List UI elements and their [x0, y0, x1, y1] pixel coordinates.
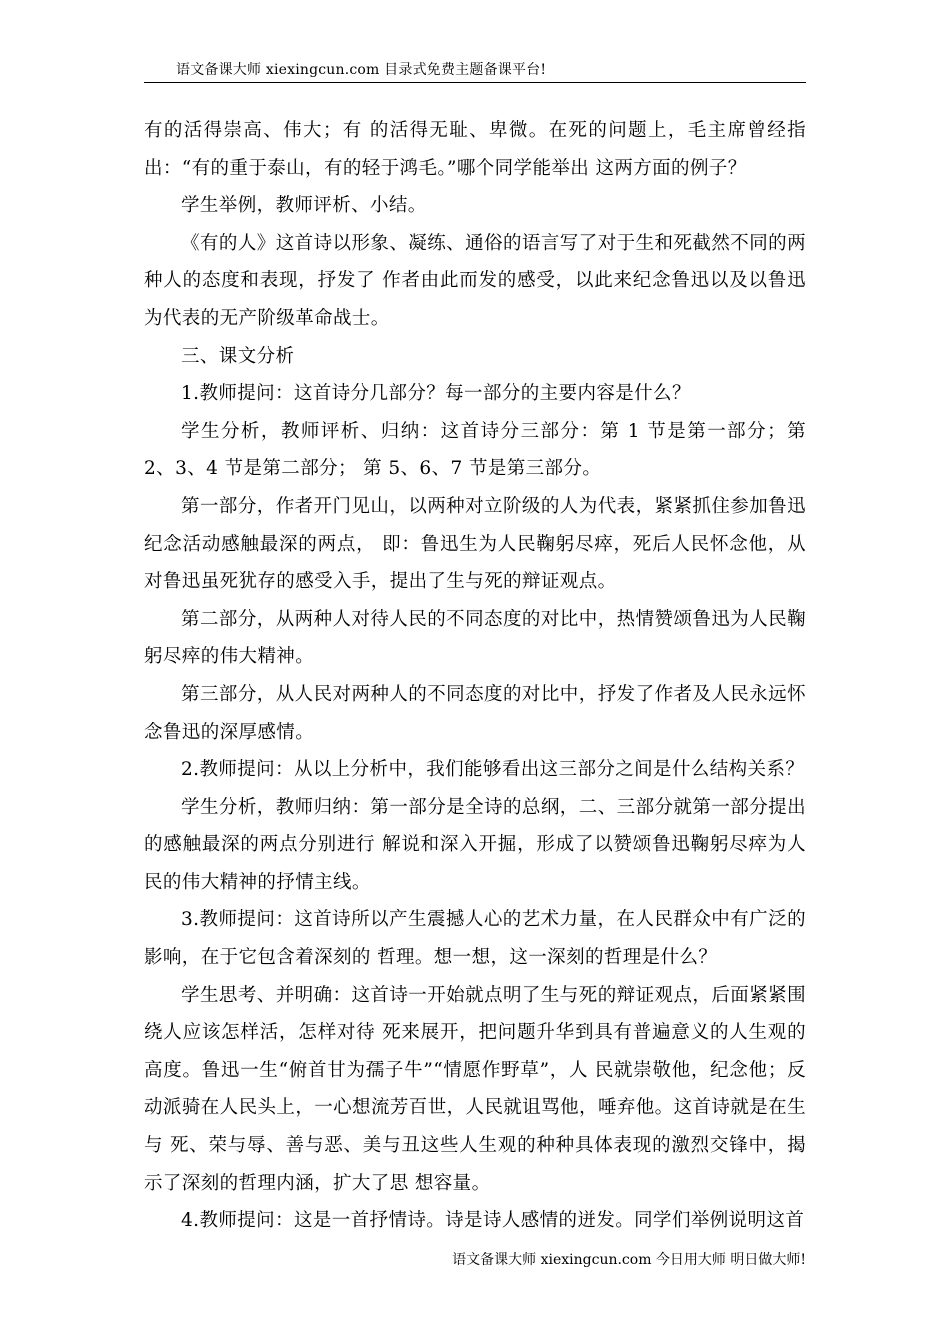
- question-3: 3.教师提问：这首诗所以产生震撼人心的艺术力量，在人民群众中有广泛的影响，在于它包含着深刻的 哲理。想一想，这一深刻的哲理是什么？: [144, 909, 806, 969]
- question-2: 2.教师提问：从以上分析中，我们能够看出这三部分之间是什么结构关系？: [181, 759, 805, 781]
- document-body: [144, 112, 806, 1240]
- paragraph-3: 《有的人》这首诗以形象、凝练、通俗的语言写了对于生和死截然不同的两种人的态度和表现，抒发了 作者由此而发的感受，以此来纪念鲁迅以及以鲁迅为代表的无产阶级革命战士。: [144, 232, 806, 329]
- question-4: 4.教师提问：这是一首抒情诗。诗是诗人感情的迸发。同学们举例说明这首: [181, 1210, 805, 1232]
- page-header: [144, 60, 806, 83]
- page-footer: 语文备课大师 xiexingcun.com 今日用大师 明日做大师!: [452, 1252, 806, 1268]
- paragraph-9: 第三部分，从人民对两种人的不同态度的对比中，抒发了作者及人民永远怀念鲁迅的深厚感情。: [144, 683, 806, 743]
- paragraph-8: 第二部分，从两种人对待人民的不同态度的对比中，热情赞颂鲁迅为人民鞠躬尽瘁的伟大精神。: [144, 608, 806, 668]
- paragraph-7: 第一部分，作者开门见山，以两种对立阶级的人为代表，紧紧抓住参加鲁迅纪念活动感触最深的两点， 即：鲁迅生为人民鞠躬尽瘁，死后人民怀念他，从对鲁迅虽死犹存的感受入手，提出了生与死的辩证观点。: [144, 495, 806, 593]
- section-heading: 三、课文分析: [181, 345, 295, 367]
- paragraph-6: 学生分析，教师评析、归纳：这首诗分三部分：第 1 节是第一部分；第 2、3、4 节是第二部分； 第 5、6、7 节是第三部分。: [144, 420, 806, 480]
- header-text: 语文备课大师 xiexingcun.com 目录式免费主题备课平台!: [176, 62, 547, 78]
- paragraph-1: 有的活得崇高、伟大；有 的活得无耻、卑微。在死的问题上，毛主席曾经指出：“有的重于泰山，有的轻于鸿毛。”哪个同学能举出 这两方面的例子？: [144, 120, 806, 179]
- paragraph-2: 学生举例，教师评析、小结。: [181, 195, 427, 217]
- paragraph-11: 学生分析，教师归纳：第一部分是全诗的总纲，二、三部分就第一部分提出的感触最深的两点分别进行 解说和深入开掘，形成了以赞颂鲁迅鞠躬尽瘁为人民的伟大精神的抒情主线。: [144, 796, 806, 893]
- question-1: 1.教师提问：这首诗分几部分？每一部分的主要内容是什么？: [181, 383, 691, 405]
- paragraph-13: 学生思考、并明确：这首诗一开始就点明了生与死的辩证观点，后面紧紧围绕人应该怎样活，怎样对待 死来展开，把问题升华到具有普遍意义的人生观的高度。鲁迅一生“俯首甘为孺子牛”“情愿作野草”，人 民就崇敬他，纪念他；反动派骑在人民头上，一心想流芳百世，人民就诅骂他，唾弃他。这首诗就是在生与 死、荣与辱、善与恶、美与丑这些人生观的种种具体表现的激烈交锋中，揭示了深刻的哲理内涵，扩大了思 想容量。: [144, 984, 806, 1194]
